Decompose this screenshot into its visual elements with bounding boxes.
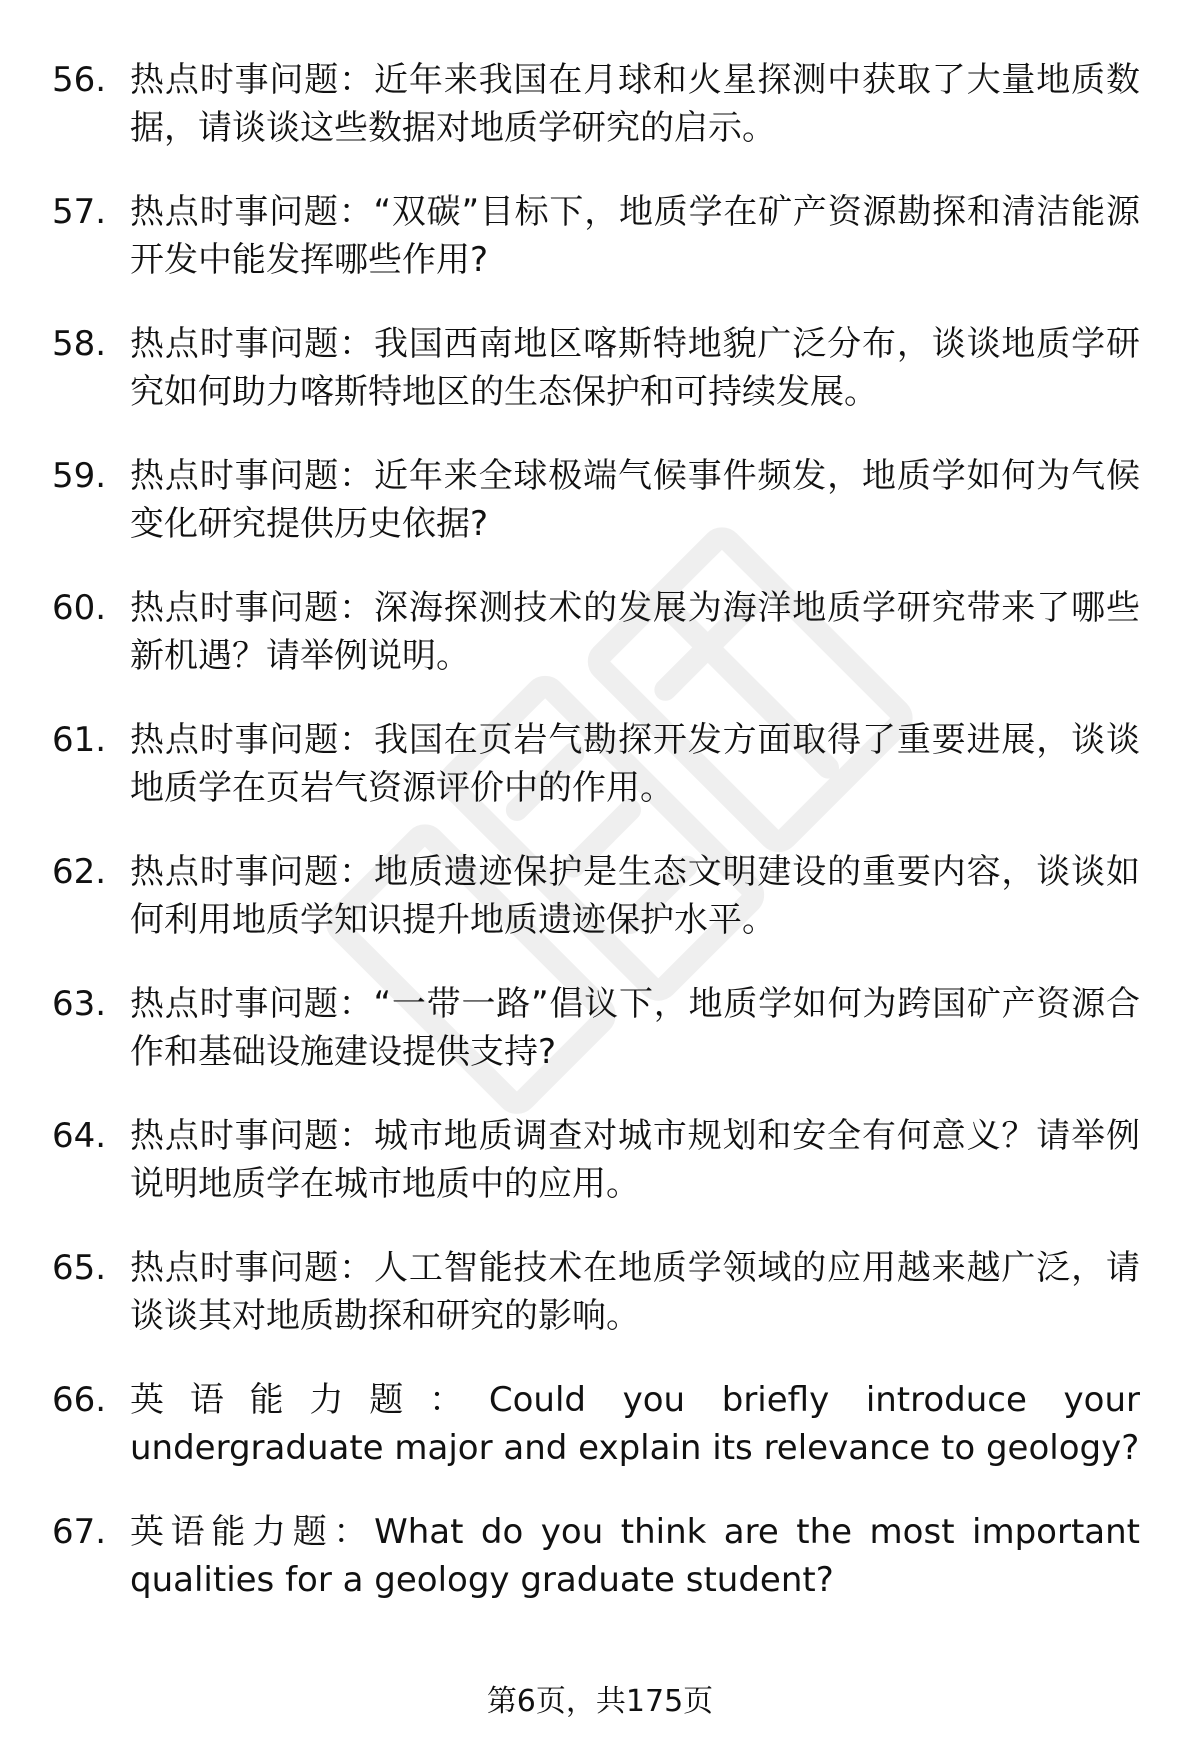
question-text: 热点时事问题：“双碳”目标下，地质学在矿产资源勘探和清洁能源开发中能发挥哪些作用? xyxy=(130,192,1140,280)
list-item xyxy=(52,1244,1140,1340)
question-text: 热点时事问题：我国西南地区喀斯特地貌广泛分布，谈谈地质学研究如何助力喀斯特地区的生态保护和可持续发展。 xyxy=(130,324,1140,412)
question-number: 67. xyxy=(52,1512,107,1552)
question-number: 66. xyxy=(52,1380,107,1420)
list-item xyxy=(52,980,1140,1076)
question-number: 61. xyxy=(52,720,107,760)
question-list xyxy=(52,56,1140,1604)
question-text: 热点时事问题：近年来全球极端气候事件频发，地质学如何为气候变化研究提供历史依据? xyxy=(130,456,1140,544)
question-number: 59. xyxy=(52,456,107,496)
question-text: 热点时事问题：人工智能技术在地质学领域的应用越来越广泛，请谈谈其对地质勘探和研究的影响。 xyxy=(130,1248,1140,1336)
list-item xyxy=(52,1112,1140,1208)
question-text: 热点时事问题：地质遗迹保护是生态文明建设的重要内容，谈谈如何利用地质学知识提升地质遗迹保护水平。 xyxy=(130,852,1140,940)
list-item xyxy=(52,320,1140,416)
question-number: 57. xyxy=(52,192,107,232)
question-text: 热点时事问题：“一带一路”倡议下，地质学如何为跨国矿产资源合作和基础设施建设提供支持? xyxy=(130,984,1140,1072)
list-item xyxy=(52,848,1140,944)
question-text: 英语能力题：Could you briefly introduce your undergraduate major and explain its relevance to geology? xyxy=(130,1380,1140,1468)
question-number: 60. xyxy=(52,588,107,628)
question-text: 英语能力题：What do you think are the most important qualities for a geology graduate student? xyxy=(130,1512,1140,1600)
list-item xyxy=(52,584,1140,680)
question-text: 热点时事问题：我国在页岩气勘探开发方面取得了重要进展，谈谈地质学在页岩气资源评价中的作用。 xyxy=(130,720,1140,808)
question-text: 热点时事问题：深海探测技术的发展为海洋地质学研究带来了哪些新机遇？请举例说明。 xyxy=(130,588,1140,676)
question-number: 63. xyxy=(52,984,107,1024)
list-item xyxy=(52,452,1140,548)
question-text: 热点时事问题：城市地质调查对城市规划和安全有何意义？请举例说明地质学在城市地质中的应用。 xyxy=(130,1116,1140,1204)
list-item xyxy=(52,1508,1140,1604)
question-text: 热点时事问题：近年来我国在月球和火星探测中获取了大量地质数据，请谈谈这些数据对地质学研究的启示。 xyxy=(130,60,1140,148)
list-item xyxy=(52,716,1140,812)
question-number: 62. xyxy=(52,852,107,892)
list-item xyxy=(52,1376,1140,1472)
page-footer: 第6页，共175页 xyxy=(486,1684,714,1719)
question-number: 64. xyxy=(52,1116,107,1156)
question-number: 65. xyxy=(52,1248,107,1288)
list-item xyxy=(52,56,1140,152)
question-number: 58. xyxy=(52,324,107,364)
list-item xyxy=(52,188,1140,284)
question-number: 56. xyxy=(52,60,107,100)
